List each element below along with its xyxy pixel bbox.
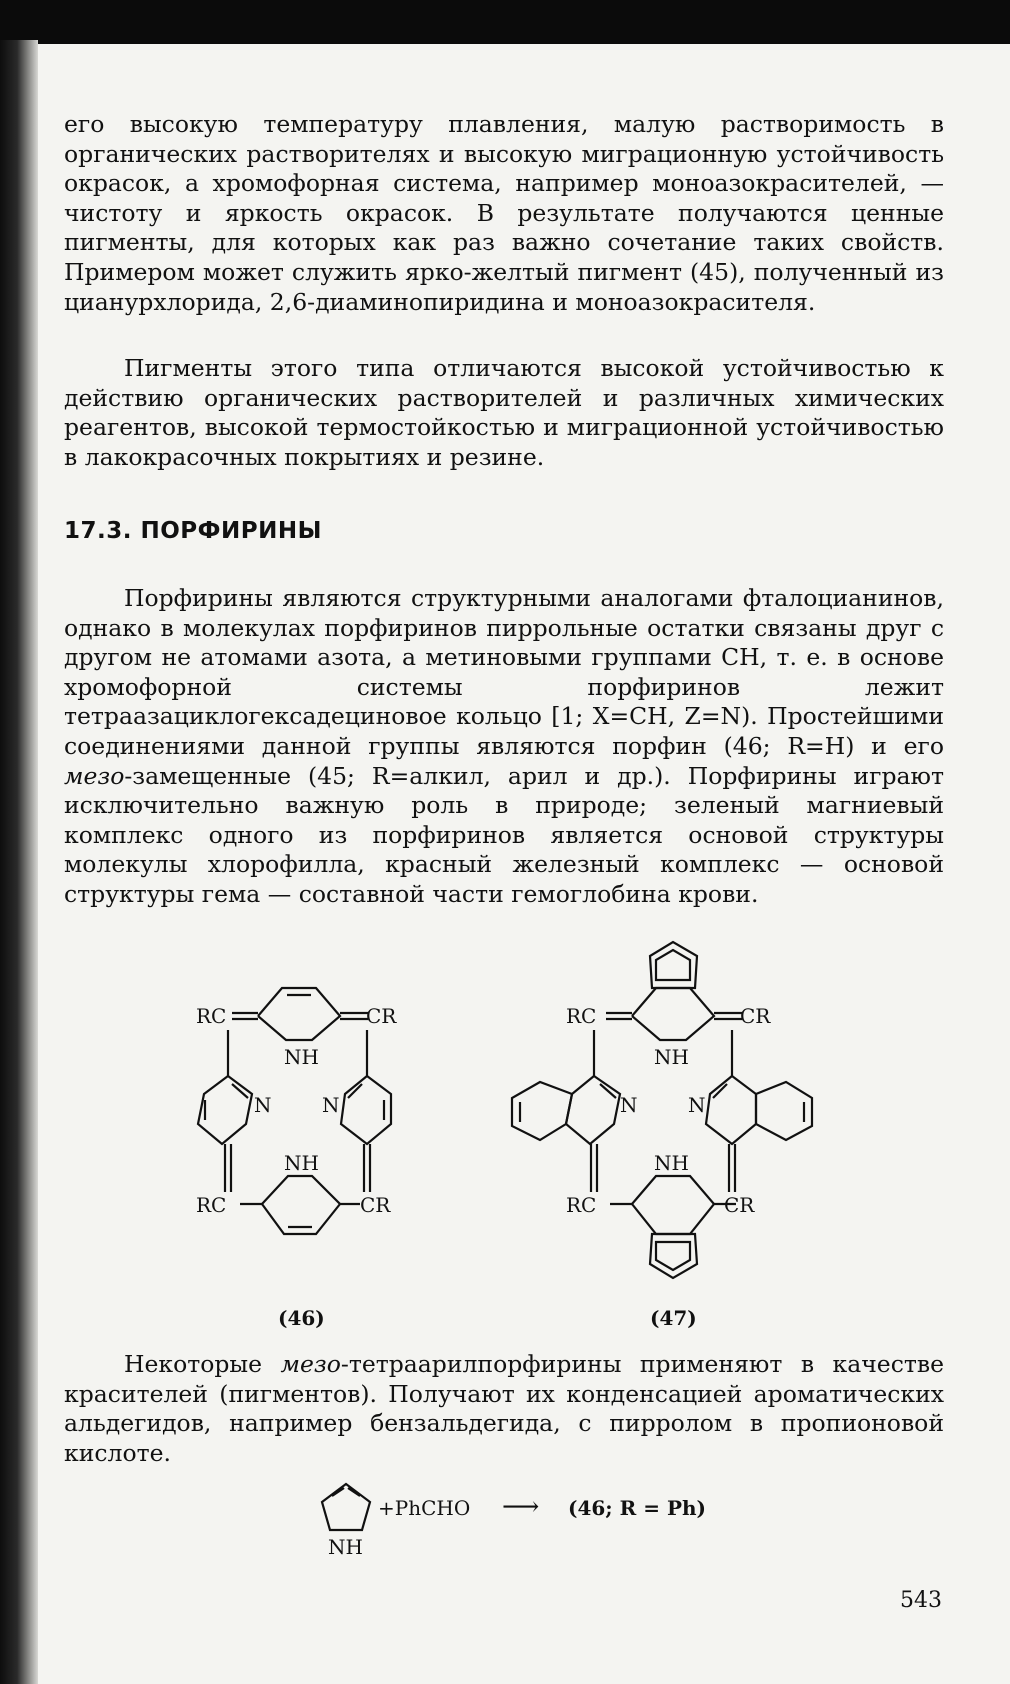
section-heading: 17.3. ПОРФИРИНЫ [64, 518, 322, 544]
paragraph-1: его высокую температуру плавления, малую растворимость в органических растворителях и высокую миграционную устойчивость окрасок, а хромофорная система, например моноазокрасителей, — чистоту и яркость окрасок. В результате получаются ценные пигменты, для которых как раз важно сочетание таких свойств. Примером может служить ярко-желтый пигмент (45), полученный из цианурхлорида, 2,6-диаминопиридина и моноазокрасителя. [64, 110, 944, 316]
paragraph-3-part-b: -замещенные (45; R=алкил, арил и др.). Порфирины играют исключительно важную роль в природе; зеленый магниевый комплекс одного из порфиринов является основой структуры молекулы хлорофилла, красный железный комплекс — основой структуры гема — составной части гемоглобина крови. [64, 761, 944, 908]
s47-rc-top-left: RC [566, 1004, 597, 1028]
s47-nh-top: NH [654, 1045, 689, 1069]
s47-n-right: N [688, 1093, 706, 1117]
scheme-pyrrole-nh: NH [328, 1535, 363, 1559]
s46-nh-bottom: NH [284, 1151, 319, 1175]
s46-cr-top-right: CR [366, 1004, 397, 1028]
paragraph-4-part-a: Некоторые [124, 1350, 281, 1378]
scheme-product: (46; R = Ph) [568, 1496, 706, 1520]
scan-book-spine [0, 40, 38, 1684]
scheme-arrow: ⟶ [502, 1492, 540, 1522]
s47-rc-bottom-left: RC [566, 1193, 597, 1217]
s46-nh-top: NH [284, 1045, 319, 1069]
s46-n-right: N [322, 1093, 340, 1117]
paragraph-4-meso: мезо [280, 1350, 341, 1378]
paragraph-4-part-b: -тетраарилпорфирины применяют в качестве красителей (пигментов). Получают их конденсацией ароматических альдегидов, например бензальдегида, с пирролом в пропионовой кислоте. [64, 1350, 944, 1467]
paragraph-3-part-a: Порфирины являются структурными аналогами фталоцианинов, однако в молекулах порфиринов пиррольные остатки связаны друг с другом не атомами азота, а метиновыми группами CH, т. е. в основе хромофорной системы порфиринов лежит тетраазациклогексадециновое кольцо [1; X=CH, Z=N). Простейшими соединениями данной группы являются порфин (46; R=H) и его [64, 584, 944, 760]
paragraph-3 [64, 584, 944, 910]
s47-cr-bottom-right: CR [724, 1193, 755, 1217]
s47-n-left: N [620, 1093, 638, 1117]
page-number: 543 [900, 1588, 942, 1613]
s47-cr-top-right: CR [740, 1004, 771, 1028]
s46-cr-bottom-right: CR [360, 1193, 391, 1217]
scheme-reagent: +PhCHO [378, 1496, 471, 1520]
paragraph-3-meso: мезо [64, 761, 125, 790]
s46-rc-top-left: RC [196, 1004, 227, 1028]
s46-n-left: N [254, 1093, 272, 1117]
caption-47: (47) [650, 1306, 697, 1330]
s47-nh-bottom: NH [654, 1151, 689, 1175]
s46-rc-bottom-left: RC [196, 1193, 227, 1217]
paragraph-2: Пигменты этого типа отличаются высокой устойчивостью к действию органических растворителей и различных химических реагентов, высокой термостойкостью и миграционной устойчивостью в лакокрасочных покрытиях и резине. [64, 354, 944, 471]
scan-top-border [0, 0, 1010, 44]
caption-46: (46) [278, 1306, 325, 1330]
paragraph-4 [64, 1350, 944, 1468]
